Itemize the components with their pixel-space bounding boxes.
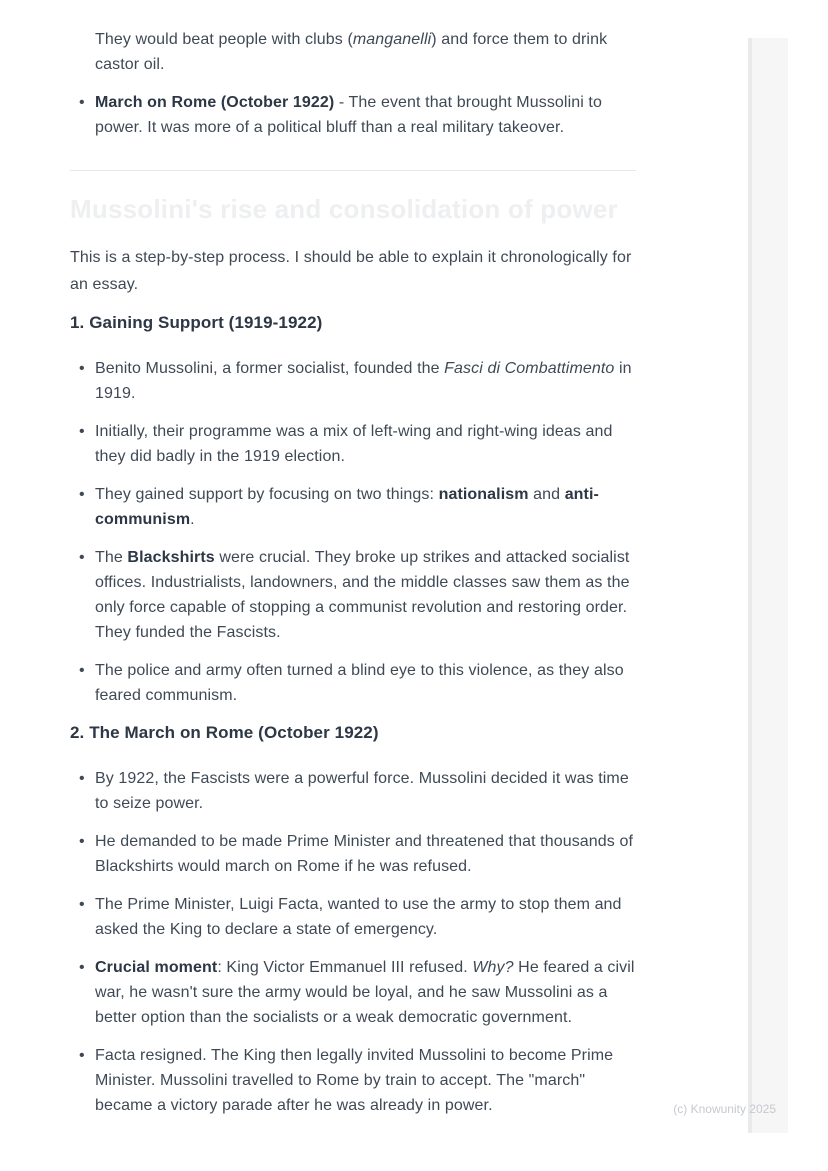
page-title: Mussolini's rise and consolidation of power [70,194,618,224]
list-item: • Facta resigned. The King then legally invited Mussolini to become Prime Minister. Mussolini travelled to Rome by train to accept. The "march" became a victory parade after he was already in power. [95,1043,636,1118]
list-item: • The Blackshirts were crucial. They broke up strikes and attacked socialist offices. Industrialists, landowners, and the middle classes saw them as the only force capable of stopping a communist revolution and restoring order. They funded the Fascists. [95,545,636,645]
section-divider [70,170,636,171]
footer-credit: (c) Knowunity 2025 [673,1102,776,1116]
bullet-list-previous-section [70,27,636,140]
list-item: • He demanded to be made Prime Minister and threatened that thousands of Blackshirts would march on Rome if he was refused. [95,829,636,879]
section-heading: 2. The March on Rome (October 1922) [70,723,379,742]
list-item: • The police and army often turned a blind eye to this violence, as they also feared communism. [95,658,636,708]
list-item: • They gained support by focusing on two things: nationalism and anti-communism. [95,482,636,532]
list-item: • Crucial moment: King Victor Emmanuel III refused. Why? He feared a civil war, he wasn't sure the army would be loyal, and he saw Mussolini as a better option than the socialists or a weak democratic government. [95,955,636,1030]
list-item-continuation: They would beat people with clubs (manganelli) and force them to drink castor oil. [95,31,608,73]
list-item: • The Prime Minister, Luigi Facta, wanted to use the army to stop them and asked the King to declare a state of emergency. [95,892,636,942]
list-item: • Benito Mussolini, a former socialist, founded the Fasci di Combattimento in 1919. [95,356,636,406]
bullet-list [70,356,636,708]
list-item: • By 1922, the Fascists were a powerful force. Mussolini decided it was time to seize power. [95,766,636,816]
bullet-list [70,766,636,1118]
list-item: • March on Rome (October 1922) - The event that brought Mussolini to power. It was more of a political bluff than a real military takeover. [95,90,636,140]
next-page-edge[interactable] [748,38,788,1133]
list-item: • Initially, their programme was a mix of left-wing and right-wing ideas and they did badly in the 1919 election. [95,419,636,469]
intro-paragraph: This is a step-by-step process. I should be able to explain it chronologically for an essay. [70,249,632,293]
sections-container [70,312,636,1118]
document-content [70,27,636,1131]
section-heading: 1. Gaining Support (1919-1922) [70,313,323,332]
